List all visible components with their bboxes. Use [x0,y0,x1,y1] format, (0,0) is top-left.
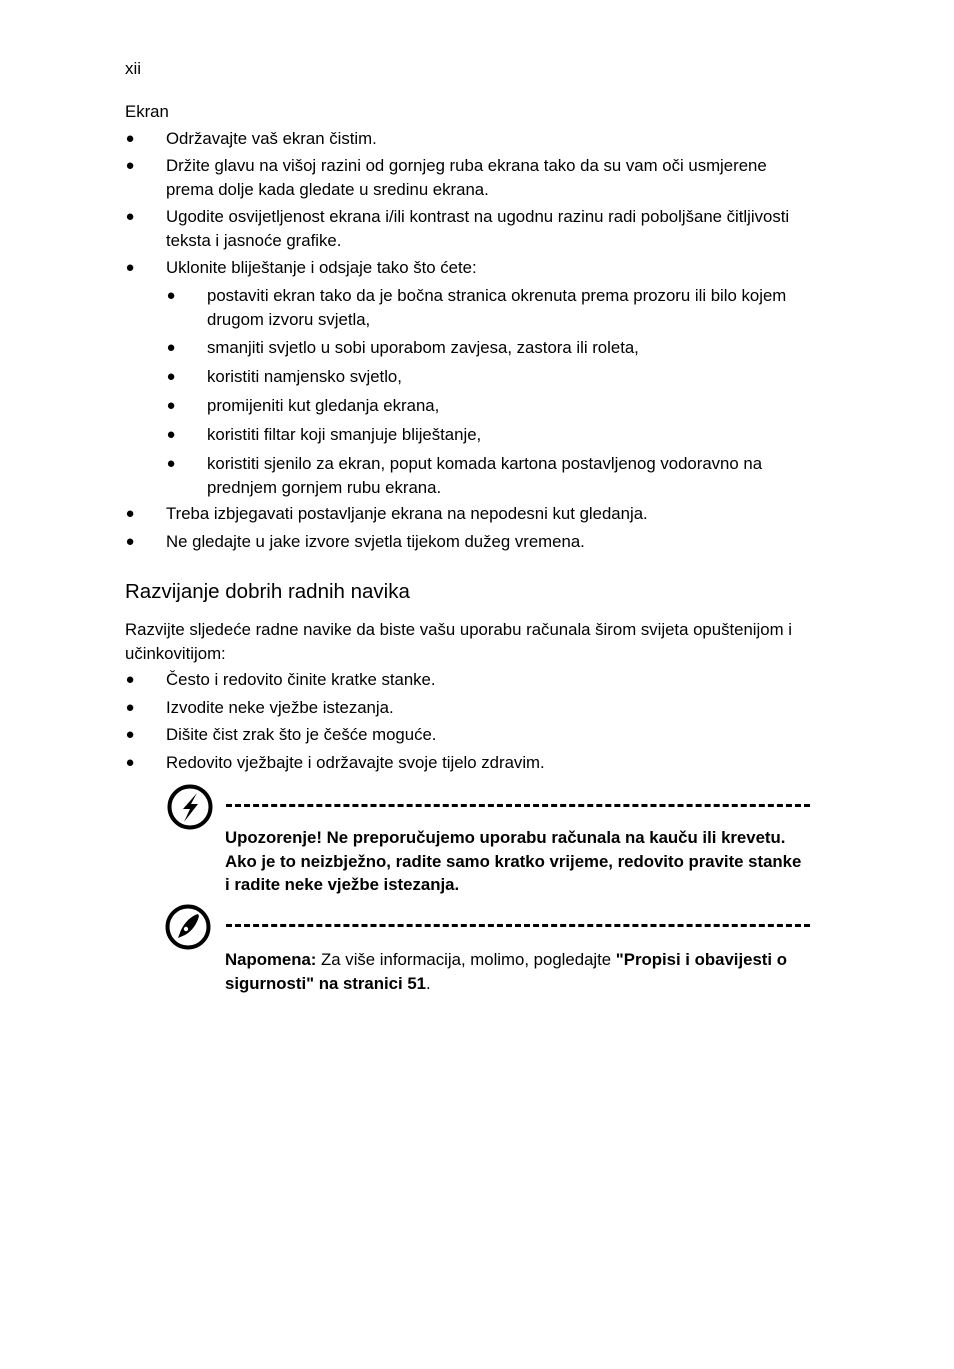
bullet-icon: ● [166,426,176,443]
bullet-icon: ● [125,259,135,276]
bullet-icon: ● [166,339,176,356]
bullet-icon: ● [125,671,135,688]
bullet-icon: ● [125,157,135,174]
bullet-icon: ● [166,287,176,304]
bullet-icon: ● [166,368,176,385]
warning-divider [226,804,810,807]
note-end: . [426,973,431,993]
note-text [225,948,805,995]
bullet-icon: ● [166,397,176,414]
bullet-icon: ● [125,208,135,225]
warning-text: Upozorenje! Ne preporučujemo uporabu računala na kauču ili krevetu. Ako je to neizbježno, radite samo kratko vrijeme, redovito pravite stanke i radite neke vježbe istezanja. [225,828,802,894]
section-label-screen: Ekran [125,102,169,121]
note-divider [226,924,810,927]
bullet-icon: ● [125,130,135,147]
section-intro: Razvijte sljedeće radne navike da biste vašu uporabu računala širom svijeta opuštenijom i učinkovitijom: [125,620,792,663]
section-heading: Razvijanje dobrih radnih navika [125,580,410,603]
note-pen-icon [165,904,211,950]
bullet-icon: ● [125,754,135,771]
bullet-icon: ● [125,533,135,550]
bullet-icon: ● [125,726,135,743]
bullet-icon: ● [166,455,176,472]
bullet-icon: ● [125,505,135,522]
bullet-icon: ● [125,699,135,716]
note-body: Za više informacija, molimo, pogledajte [316,950,616,969]
warning-lightning-icon [167,784,213,830]
page-number: xii [125,59,142,78]
note-reference-link[interactable]: "Propisi i obavijesti o sigurnosti" na stranici 51 [225,950,787,993]
note-label: Napomena: [225,950,317,969]
